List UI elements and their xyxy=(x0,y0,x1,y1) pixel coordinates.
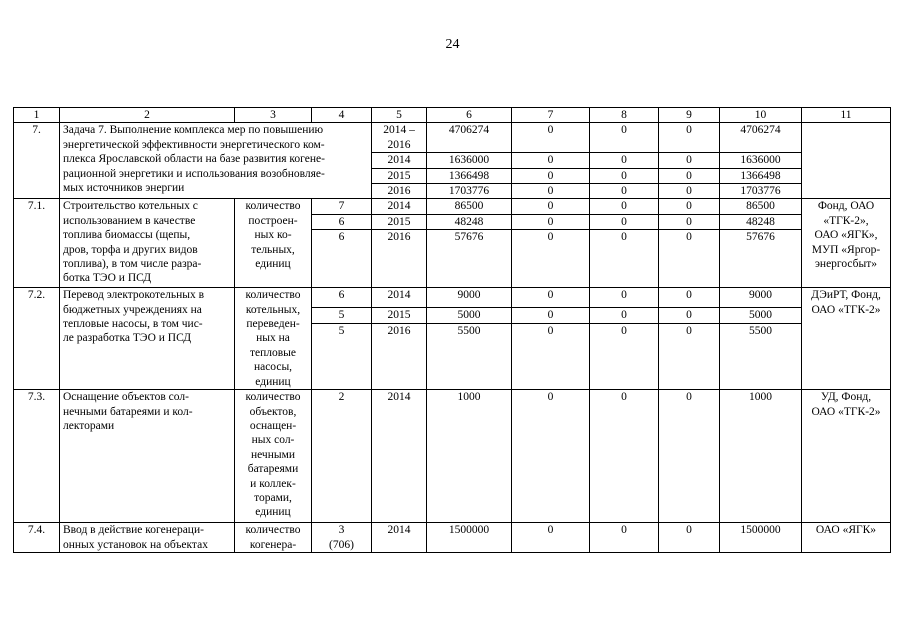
year-cell: 2014 xyxy=(372,199,427,214)
value-cell: 0 xyxy=(512,214,590,229)
row-number: 7.4. xyxy=(14,523,60,553)
value-cell: 0 xyxy=(512,523,590,553)
value-cell: 1366498 xyxy=(720,168,802,183)
value-cell: 0 xyxy=(659,168,720,183)
indicator-cell: количество когенера- xyxy=(235,523,312,553)
header-cell: 11 xyxy=(802,108,891,123)
indicator-value: 7 xyxy=(312,199,372,214)
year-cell: 2015 xyxy=(372,214,427,229)
executor-cell: УД, Фонд, ОАО «ТГК-2» xyxy=(802,390,891,523)
measure-name: Строительство котельных с использованием в качестве топлива биомассы (щепы, дров, торфа и других видов топлива), в том числе разра- ботка ТЭО и ПСД xyxy=(60,199,235,288)
year-cell: 2015 xyxy=(372,168,427,183)
year-cell: 2016 xyxy=(372,324,427,390)
measure-name: Перевод электрокотельных в бюджетных учреждениях на тепловые насосы, в том чис- ле разработка ТЭО и ПСД xyxy=(60,288,235,390)
value-cell: 86500 xyxy=(720,199,802,214)
value-cell: 0 xyxy=(512,324,590,390)
value-cell: 0 xyxy=(590,184,659,199)
value-cell: 1000 xyxy=(427,390,512,523)
value-cell: 0 xyxy=(512,390,590,523)
value-cell: 0 xyxy=(590,307,659,323)
value-cell: 57676 xyxy=(720,230,802,288)
value-cell: 4706274 xyxy=(720,123,802,153)
year-cell: 2014 – 2016 xyxy=(372,123,427,153)
value-cell: 1500000 xyxy=(427,523,512,553)
value-cell: 0 xyxy=(659,324,720,390)
header-cell: 8 xyxy=(590,108,659,123)
table-row xyxy=(14,199,891,214)
executor-cell: ДЭиРТ, Фонд, ОАО «ТГК-2» xyxy=(802,288,891,390)
indicator-cell: количество объектов, оснащен- ных сол- нечными батареями и коллек- торами, единиц xyxy=(235,390,312,523)
table-row xyxy=(14,390,891,523)
value-cell: 0 xyxy=(590,288,659,308)
row-number: 7.3. xyxy=(14,390,60,523)
page-number: 24 xyxy=(445,37,460,52)
year-cell: 2014 xyxy=(372,390,427,523)
indicator-value: 5 xyxy=(312,324,372,390)
year-cell: 2014 xyxy=(372,523,427,553)
value-cell: 0 xyxy=(590,123,659,153)
value-cell: 0 xyxy=(590,153,659,168)
value-cell: 0 xyxy=(512,123,590,153)
value-cell: 1366498 xyxy=(427,168,512,183)
row-number: 7.1. xyxy=(14,199,60,288)
indicator-value: 6 xyxy=(312,288,372,308)
value-cell: 0 xyxy=(512,288,590,308)
table-row xyxy=(14,523,891,553)
header-cell: 9 xyxy=(659,108,720,123)
header-cell: 4 xyxy=(312,108,372,123)
value-cell: 4706274 xyxy=(427,123,512,153)
task-title: Задача 7. Выполнение комплекса мер по повышению энергетической эффективности энергетического ком- плекса Ярославской области на базе развития когене- рационной энергетики и использования возобновляе- мых источников энергии xyxy=(60,123,372,199)
value-cell: 1500000 xyxy=(720,523,802,553)
value-cell: 0 xyxy=(590,390,659,523)
year-cell: 2014 xyxy=(372,153,427,168)
executor-cell: ОАО «ЯГК» xyxy=(802,523,891,553)
value-cell: 0 xyxy=(659,184,720,199)
value-cell: 5000 xyxy=(427,307,512,323)
value-cell: 0 xyxy=(512,307,590,323)
indicator-value: 6 xyxy=(312,230,372,288)
value-cell: 0 xyxy=(512,184,590,199)
value-cell: 0 xyxy=(659,123,720,153)
value-cell: 0 xyxy=(590,199,659,214)
value-cell: 0 xyxy=(659,390,720,523)
measure-name: Оснащение объектов сол- нечными батареями и кол- лекторами xyxy=(60,390,235,523)
header-cell: 5 xyxy=(372,108,427,123)
header-cell: 2 xyxy=(60,108,235,123)
value-cell: 5500 xyxy=(720,324,802,390)
value-cell: 0 xyxy=(659,230,720,288)
value-cell: 1703776 xyxy=(720,184,802,199)
value-cell: 0 xyxy=(659,307,720,323)
value-cell: 9000 xyxy=(427,288,512,308)
value-cell: 0 xyxy=(512,230,590,288)
header-cell: 1 xyxy=(14,108,60,123)
value-cell: 48248 xyxy=(427,214,512,229)
value-cell: 0 xyxy=(659,199,720,214)
row-number: 7. xyxy=(14,123,60,199)
year-cell: 2016 xyxy=(372,230,427,288)
value-cell: 1703776 xyxy=(427,184,512,199)
value-cell: 0 xyxy=(512,199,590,214)
value-cell: 0 xyxy=(512,153,590,168)
year-cell: 2015 xyxy=(372,307,427,323)
value-cell: 0 xyxy=(659,153,720,168)
year-cell: 2016 xyxy=(372,184,427,199)
table-row xyxy=(14,123,891,153)
executor-cell: Фонд, ОАО «ТГК-2», ОАО «ЯГК», МУП «Яргор- энергосбыт» xyxy=(802,199,891,288)
value-cell: 0 xyxy=(590,523,659,553)
header-cell: 7 xyxy=(512,108,590,123)
value-cell: 0 xyxy=(590,168,659,183)
program-table xyxy=(13,107,891,553)
indicator-value: 6 xyxy=(312,214,372,229)
header-cell: 6 xyxy=(427,108,512,123)
indicator-value: 5 xyxy=(312,307,372,323)
value-cell: 48248 xyxy=(720,214,802,229)
indicator-value: 2 xyxy=(312,390,372,523)
header-cell: 10 xyxy=(720,108,802,123)
header-cell: 3 xyxy=(235,108,312,123)
value-cell: 86500 xyxy=(427,199,512,214)
executor-cell xyxy=(802,123,891,199)
value-cell: 0 xyxy=(590,214,659,229)
measure-name: Ввод в действие когенераци- онных установок на объектах xyxy=(60,523,235,553)
year-cell: 2014 xyxy=(372,288,427,308)
value-cell: 9000 xyxy=(720,288,802,308)
value-cell: 0 xyxy=(590,230,659,288)
value-cell: 0 xyxy=(590,324,659,390)
table-header-row xyxy=(14,108,891,123)
row-number: 7.2. xyxy=(14,288,60,390)
indicator-value: 3 (706) xyxy=(312,523,372,553)
value-cell: 5000 xyxy=(720,307,802,323)
value-cell: 1636000 xyxy=(427,153,512,168)
value-cell: 5500 xyxy=(427,324,512,390)
value-cell: 1000 xyxy=(720,390,802,523)
value-cell: 0 xyxy=(659,214,720,229)
value-cell: 0 xyxy=(512,168,590,183)
value-cell: 0 xyxy=(659,288,720,308)
value-cell: 0 xyxy=(659,523,720,553)
table-row xyxy=(14,288,891,308)
indicator-cell: количество котельных, переведен- ных на тепловые насосы, единиц xyxy=(235,288,312,390)
indicator-cell: количество построен- ных ко- тельных, единиц xyxy=(235,199,312,288)
value-cell: 57676 xyxy=(427,230,512,288)
value-cell: 1636000 xyxy=(720,153,802,168)
